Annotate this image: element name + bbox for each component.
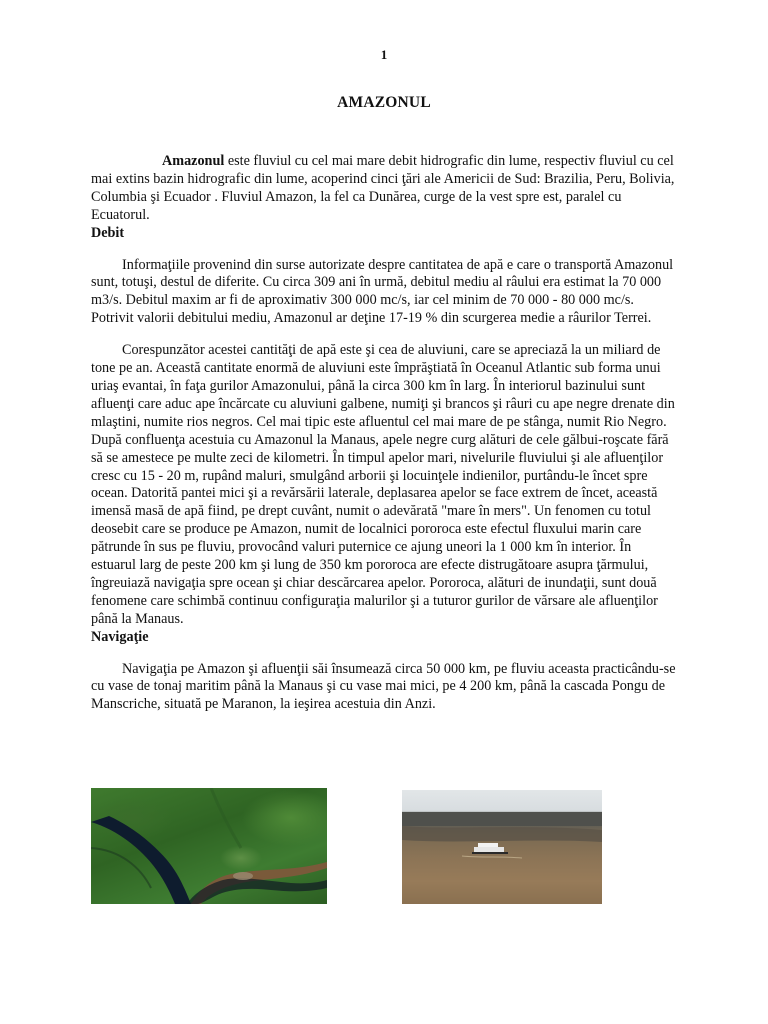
debit-paragraph-1: Informaţiile provenind din surse autorizate despre cantitatea de apă e care o transportă Amazonul sunt, totuşi, destul de diferite. Cu circa 309 ani în urmă, debitul mediu al râului era estimat la 70 000 m3/s. Debitul maxim ar fi de aproximativ 300 000 mc/s, iar cel minim de 70 000 - 80 000 mc/s. Potrivit valorii debitului mediu, Amazonul ar deţine 17-19 % din scurgerea medie a râurilor Terrei. bbox=[91, 256, 674, 327]
heading-navigatie: Navigaţie bbox=[91, 628, 149, 645]
debit-paragraph-2: Corespunzător acestei cantităţi de apă este şi cea de aluviuni, care se apreciază la un miliard de tone pe an. Această cantitate enormă de aluviuni este împrăştiată în Oceanul Atlantic sub forma unui uriaş evantai, în faţa gurilor Amazonului, până la circa 300 km în larg. În interiorul bazinului sunt afluenţi care aduc ape încărcate cu aluviuni galbene, numiţi şi brancos şi râuri cu ape negre drenate din mlaştini, numite rios negros. Cel mai tipic este afluentul cel mai mare de pe stânga, numit Rio Negro. După confluenţa acestuia cu Amazonul la Manaus, apele negre curg alături de cele gălbui-roşcate fără să se amestece pe multe zeci de kilometri. În timpul apelor mari, nivelurile fluviului şi ale afluenţilor cresc cu 15 - 20 m, rupând maluri, smulgând arborii şi locuinţele indienilor, purtându-le încet spre ocean. Datorită pantei mici şi a revărsării laterale, deplasarea apelor se face extrem de încet, această imensă masă de apă fiind, pe drept cuvânt, numit o adevărată "mare în mers". Un fenomen cu totul deosebit care se produce pe Amazon, numit de localnici pororoca este efectul fluxului marin care pătrunde în sus pe fluviu, provocând valuri puternice ce ajung uneori la 1 000 km în interior. În estuarul larg de peste 200 km şi lung de 350 km pororoca are efecte distrugătoare asupra ţărmului, îngreuiază navigaţia spre ocean şi chiar descărcarea apelor. Pororoca, alături de inundaţii, sunt două fenomene care schimbă continuu configuraţia malurilor şi a tuturor gurilor de vărsare ale afluenţilor până la Manaus. bbox=[91, 342, 675, 627]
intro-bold-lead: Amazonul bbox=[162, 153, 225, 169]
intro-text: este fluviul cu cel mai mare debit hidrografic din lume, respectiv fluviul cu cel mai extins bazin hidrografic din lume, acoperind cinci ţări ale Americii de Sud: Brazilia, Peru, Bolivia, Columbia şi Ecuador . Fluviul Amazon, la fel ca Dunărea, curge de la vest spre est, paralel cu Ecuatorul. bbox=[91, 153, 675, 223]
document-title: AMAZONUL bbox=[337, 94, 431, 111]
boat-on-river-icon bbox=[402, 790, 602, 904]
heading-debit: Debit bbox=[91, 224, 125, 241]
intro-paragraph bbox=[91, 153, 679, 225]
satellite-river-icon bbox=[91, 788, 327, 904]
navigatie-paragraph-1: Navigaţia pe Amazon şi afluenţii săi însumează circa 50 000 km, pe fluviu aceasta practicându-se cu vase de tonaj maritim până la Manaus şi cu vase mai mici, pe 4 200 km, până la cascada Pongu de Manscriche, situată pe Maranon, la ieşirea acestuia din Anzi. bbox=[91, 660, 676, 713]
river-photo bbox=[402, 790, 602, 904]
satellite-image bbox=[91, 788, 327, 904]
page-number: 1 bbox=[380, 47, 388, 62]
document-body bbox=[91, 153, 679, 714]
